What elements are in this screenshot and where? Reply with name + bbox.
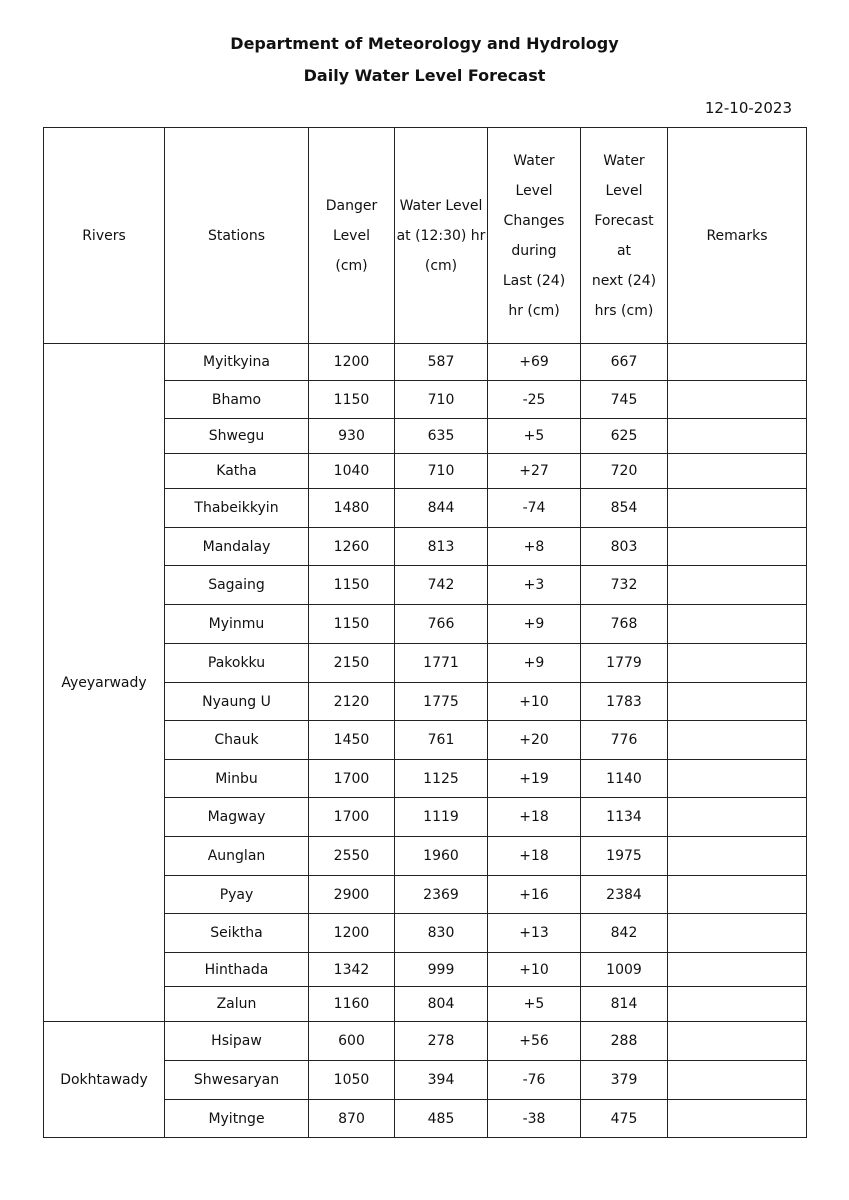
level-forecast: 667 [581,344,668,381]
water-level: 278 [395,1022,488,1061]
danger-level: 2900 [309,876,395,914]
station-name: Shwegu [165,419,309,454]
danger-level: 600 [309,1022,395,1061]
level-forecast: 776 [581,721,668,760]
header-water-level: Water Level at (12:30) hr (cm) [395,128,488,344]
danger-level: 1450 [309,721,395,760]
remarks-cell [668,489,807,528]
remarks-cell [668,837,807,876]
water-level: 635 [395,419,488,454]
danger-level: 1200 [309,344,395,381]
station-name: Katha [165,454,309,489]
level-change: +5 [488,987,581,1022]
level-change: +18 [488,837,581,876]
station-name: Aunglan [165,837,309,876]
level-change: +10 [488,683,581,721]
remarks-cell [668,381,807,419]
water-level: 742 [395,566,488,605]
water-level: 830 [395,914,488,953]
remarks-cell [668,344,807,381]
level-forecast: 379 [581,1061,668,1100]
remarks-cell [668,876,807,914]
danger-level: 930 [309,419,395,454]
level-forecast: 720 [581,454,668,489]
station-name: Zalun [165,987,309,1022]
water-level: 1775 [395,683,488,721]
water-level: 999 [395,953,488,987]
level-forecast: 803 [581,528,668,566]
header-level-changes: Water Level Changes during Last (24) hr (cm) [488,128,581,344]
level-forecast: 768 [581,605,668,644]
level-change: +3 [488,566,581,605]
station-name: Bhamo [165,381,309,419]
level-forecast: 1975 [581,837,668,876]
level-forecast: 1779 [581,644,668,683]
danger-level: 1260 [309,528,395,566]
water-level: 1125 [395,760,488,798]
danger-level: 2150 [309,644,395,683]
level-change: +69 [488,344,581,381]
station-name: Chauk [165,721,309,760]
table-row [44,344,807,381]
danger-level: 1480 [309,489,395,528]
remarks-cell [668,644,807,683]
station-name: Seiktha [165,914,309,953]
remarks-cell [668,987,807,1022]
remarks-cell [668,721,807,760]
document-title: Daily Water Level Forecast [303,66,546,85]
level-forecast: 732 [581,566,668,605]
remarks-cell [668,1061,807,1100]
remarks-cell [668,528,807,566]
station-name: Thabeikkyin [165,489,309,528]
level-forecast: 854 [581,489,668,528]
station-name: Magway [165,798,309,837]
header-danger-level: Danger Level (cm) [309,128,395,344]
document-org-title: Department of Meteorology and Hydrology [230,34,619,53]
level-forecast: 1134 [581,798,668,837]
water-level: 1771 [395,644,488,683]
level-change: -76 [488,1061,581,1100]
station-name: Myinmu [165,605,309,644]
station-name: Hinthada [165,953,309,987]
water-level: 761 [395,721,488,760]
river-name: Dokhtawady [44,1022,165,1138]
water-level: 1960 [395,837,488,876]
danger-level: 1150 [309,381,395,419]
danger-level: 1040 [309,454,395,489]
danger-level: 2120 [309,683,395,721]
station-name: Pyay [165,876,309,914]
level-change: +9 [488,644,581,683]
level-forecast: 475 [581,1100,668,1138]
water-level: 844 [395,489,488,528]
station-name: Minbu [165,760,309,798]
level-change: +9 [488,605,581,644]
level-forecast: 2384 [581,876,668,914]
header-level-forecast: Water Level Forecast at next (24) hrs (cm) [581,128,668,344]
danger-level: 2550 [309,837,395,876]
level-change: -38 [488,1100,581,1138]
forecast-date: 12-10-2023 [704,99,792,117]
danger-level: 1150 [309,566,395,605]
remarks-cell [668,798,807,837]
danger-level: 1700 [309,798,395,837]
remarks-cell [668,760,807,798]
water-level: 813 [395,528,488,566]
level-forecast: 745 [581,381,668,419]
level-forecast: 625 [581,419,668,454]
level-change: +13 [488,914,581,953]
level-forecast: 814 [581,987,668,1022]
level-change: +18 [488,798,581,837]
danger-level: 1700 [309,760,395,798]
water-level: 587 [395,344,488,381]
remarks-cell [668,1100,807,1138]
water-level: 710 [395,454,488,489]
level-change: +16 [488,876,581,914]
level-change: -74 [488,489,581,528]
water-level: 394 [395,1061,488,1100]
water-level-table [43,127,807,1138]
water-level: 766 [395,605,488,644]
water-level: 804 [395,987,488,1022]
station-name: Sagaing [165,566,309,605]
station-name: Hsipaw [165,1022,309,1061]
remarks-cell [668,953,807,987]
danger-level: 1200 [309,914,395,953]
water-level: 485 [395,1100,488,1138]
header-rivers: Rivers [44,128,165,344]
station-name: Shwesaryan [165,1061,309,1100]
level-forecast: 1140 [581,760,668,798]
level-change: +20 [488,721,581,760]
level-change: +56 [488,1022,581,1061]
remarks-cell [668,566,807,605]
water-level: 1119 [395,798,488,837]
remarks-cell [668,419,807,454]
level-forecast: 1783 [581,683,668,721]
table-row [44,1022,807,1061]
remarks-cell [668,683,807,721]
danger-level: 1342 [309,953,395,987]
level-change: +10 [488,953,581,987]
danger-level: 1050 [309,1061,395,1100]
header-stations: Stations [165,128,309,344]
station-name: Myitnge [165,1100,309,1138]
river-name: Ayeyarwady [44,344,165,1022]
remarks-cell [668,1022,807,1061]
level-change: +19 [488,760,581,798]
level-change: +27 [488,454,581,489]
danger-level: 1150 [309,605,395,644]
header-remarks: Remarks [668,128,807,344]
station-name: Mandalay [165,528,309,566]
level-forecast: 842 [581,914,668,953]
water-level: 710 [395,381,488,419]
level-change: +8 [488,528,581,566]
level-change: +5 [488,419,581,454]
level-forecast: 1009 [581,953,668,987]
danger-level: 1160 [309,987,395,1022]
station-name: Myitkyina [165,344,309,381]
table-header-row [44,128,807,344]
level-change: -25 [488,381,581,419]
level-forecast: 288 [581,1022,668,1061]
station-name: Pakokku [165,644,309,683]
danger-level: 870 [309,1100,395,1138]
station-name: Nyaung U [165,683,309,721]
remarks-cell [668,914,807,953]
remarks-cell [668,454,807,489]
water-level: 2369 [395,876,488,914]
remarks-cell [668,605,807,644]
